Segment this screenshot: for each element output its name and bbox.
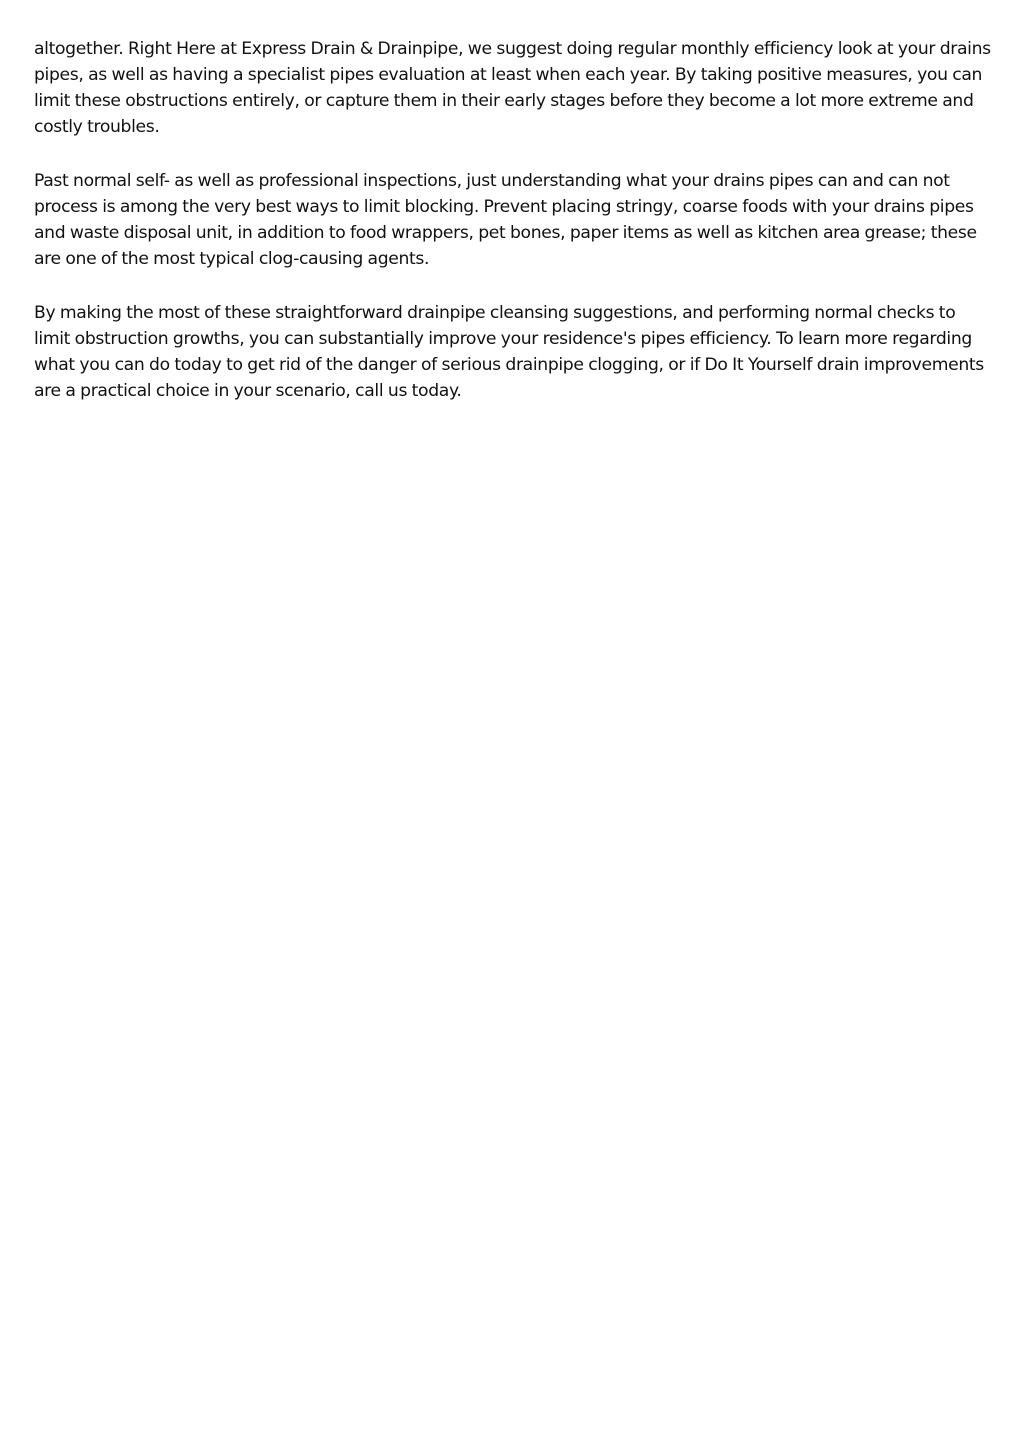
paragraph-prevention: Past normal self- as well as professional inspections, just understanding what your drains pipes can and can not process is among the very best ways to limit blocking. Prevent placing stringy, coarse foods with your drains pipes and waste disposal unit, in addition to food wrappers, pet bones, paper items as well as kitchen area grease; these are one of the most typical clog-causing agents. (34, 171, 977, 269)
paragraph-maintenance: altogether. Right Here at Express Drain & Drainpipe, we suggest doing regular monthly efficiency look at your drains pipes, as well as having a specialist pipes evaluation at least when each year. By taking positive measures, you can limit these obstructions entirely, or capture them in their early stages before they become a lot more extreme and costly troubles. (34, 39, 991, 137)
paragraph-conclusion: By making the most of these straightforward drainpipe cleansing suggestions, and performing normal checks to limit obstruction growths, you can substantially improve your residence's pipes efficiency. To learn more regarding what you can do today to get rid of the danger of serious drainpipe clogging, or if Do It Yourself drain improvements are a practical choice in your scenario, call us today. (34, 303, 984, 401)
